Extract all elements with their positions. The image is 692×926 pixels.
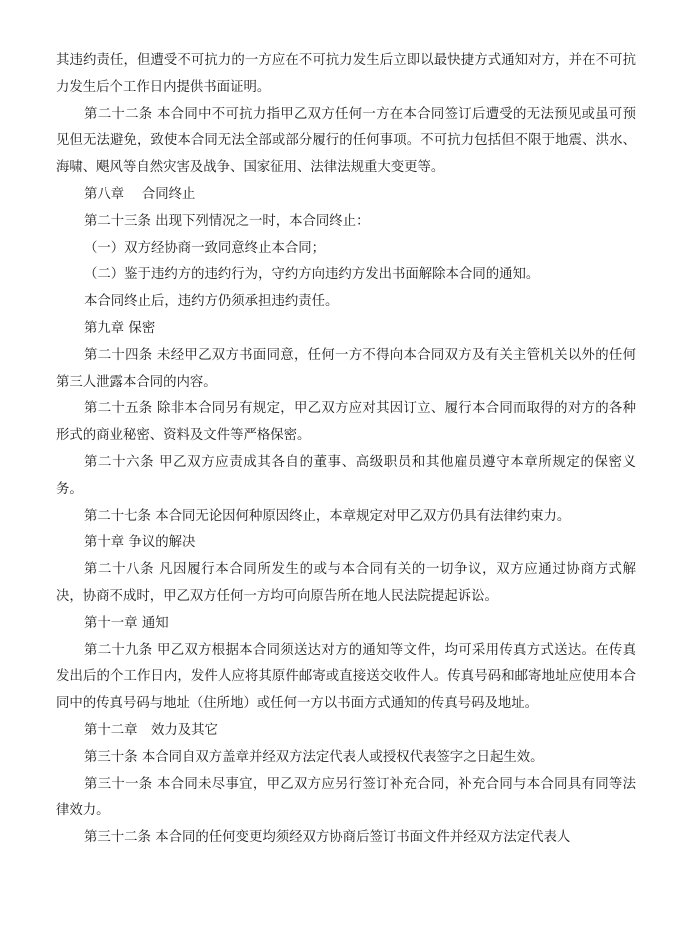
document-body: [56, 48, 636, 852]
paragraph: 其违约责任，但遭受不可抗力的一方应在不可抗力发生后立即以最快捷方式通知对方，并在不可抗力发生后个工作日内提供书面证明。: [56, 53, 636, 95]
paragraph: 第十一章 通知: [84, 615, 169, 631]
paragraph: 第十章 争议的解决: [84, 535, 196, 551]
paragraph: 第二十八条 凡因履行本合同所发生的或与本合同有关的一切争议，双方应通过协商方式解决，协商不成时，甲乙双方任何一方均可向原告所在地人民法院提起诉讼。: [56, 562, 636, 604]
paragraph: 本合同终止后，违约方仍须承担违约责任。: [84, 294, 339, 310]
paragraph: （二）鉴于违约方的违约行为，守约方向违约方发出书面解除本合同的通知。: [84, 267, 540, 283]
paragraph: 第十二章 效力及其它: [84, 722, 218, 738]
paragraph: （一）双方经协商一致同意终止本合同；: [84, 240, 326, 256]
paragraph: 第二十七条 本合同无论因何种原因终止，本章规定对甲乙双方仍具有法律约束力。: [84, 508, 571, 524]
paragraph: 第二十二条 本合同中不可抗力指甲乙双方任何一方在本合同签订后遭受的无法预见或虽可预见但无法避免，致使本合同无法全部或部分履行的任何事项。不可抗力包括但不限于地震、洪水、海啸、飓风等自然灾害及战争、国家征用、法律法规重大变更等。: [56, 106, 636, 176]
paragraph: 第三十一条 本合同未尽事宜，甲乙双方应另行签订补充合同，补充合同与本合同具有同等法律效力。: [56, 776, 636, 819]
paragraph: 第三十条 本合同自双方盖章并经双方法定代表人或授权代表签字之日起生效。: [84, 749, 544, 765]
paragraph: 第三十二条 本合同的任何变更均须经双方协商后签订书面文件并经双方法定代表人: [84, 830, 571, 846]
paragraph: 第八章 合同终止: [84, 186, 196, 202]
paragraph: 第二十三条 出现下列情况之一时，本合同终止：: [84, 213, 370, 229]
paragraph: 第二十九条 甲乙双方根据本合同须送达对方的通知等文件，均可采用传真方式送达。在传真发出后的个工作日内，发件人应将其原件邮寄或直接送交收件人。传真号码和邮寄地址应使用本合同中的传真号码与地址（住所地）或任何一方以书面方式通知的传真号码及地址。: [56, 642, 636, 712]
paragraph: 第二十四条 未经甲乙双方书面同意，任何一方不得向本合同双方及有关主管机关以外的任何第三人泄露本合同的内容。: [56, 347, 636, 390]
paragraph: 第二十五条 除非本合同另有规定，甲乙双方应对其因订立、履行本合同而取得的对方的各种形式的商业秘密、资料及文件等严格保密。: [56, 401, 636, 444]
paragraph: 第九章 保密: [84, 320, 156, 336]
paragraph: 第二十六条 甲乙双方应责成其各自的董事、高级职员和其他雇员遵守本章所规定的保密义务。: [56, 454, 636, 497]
